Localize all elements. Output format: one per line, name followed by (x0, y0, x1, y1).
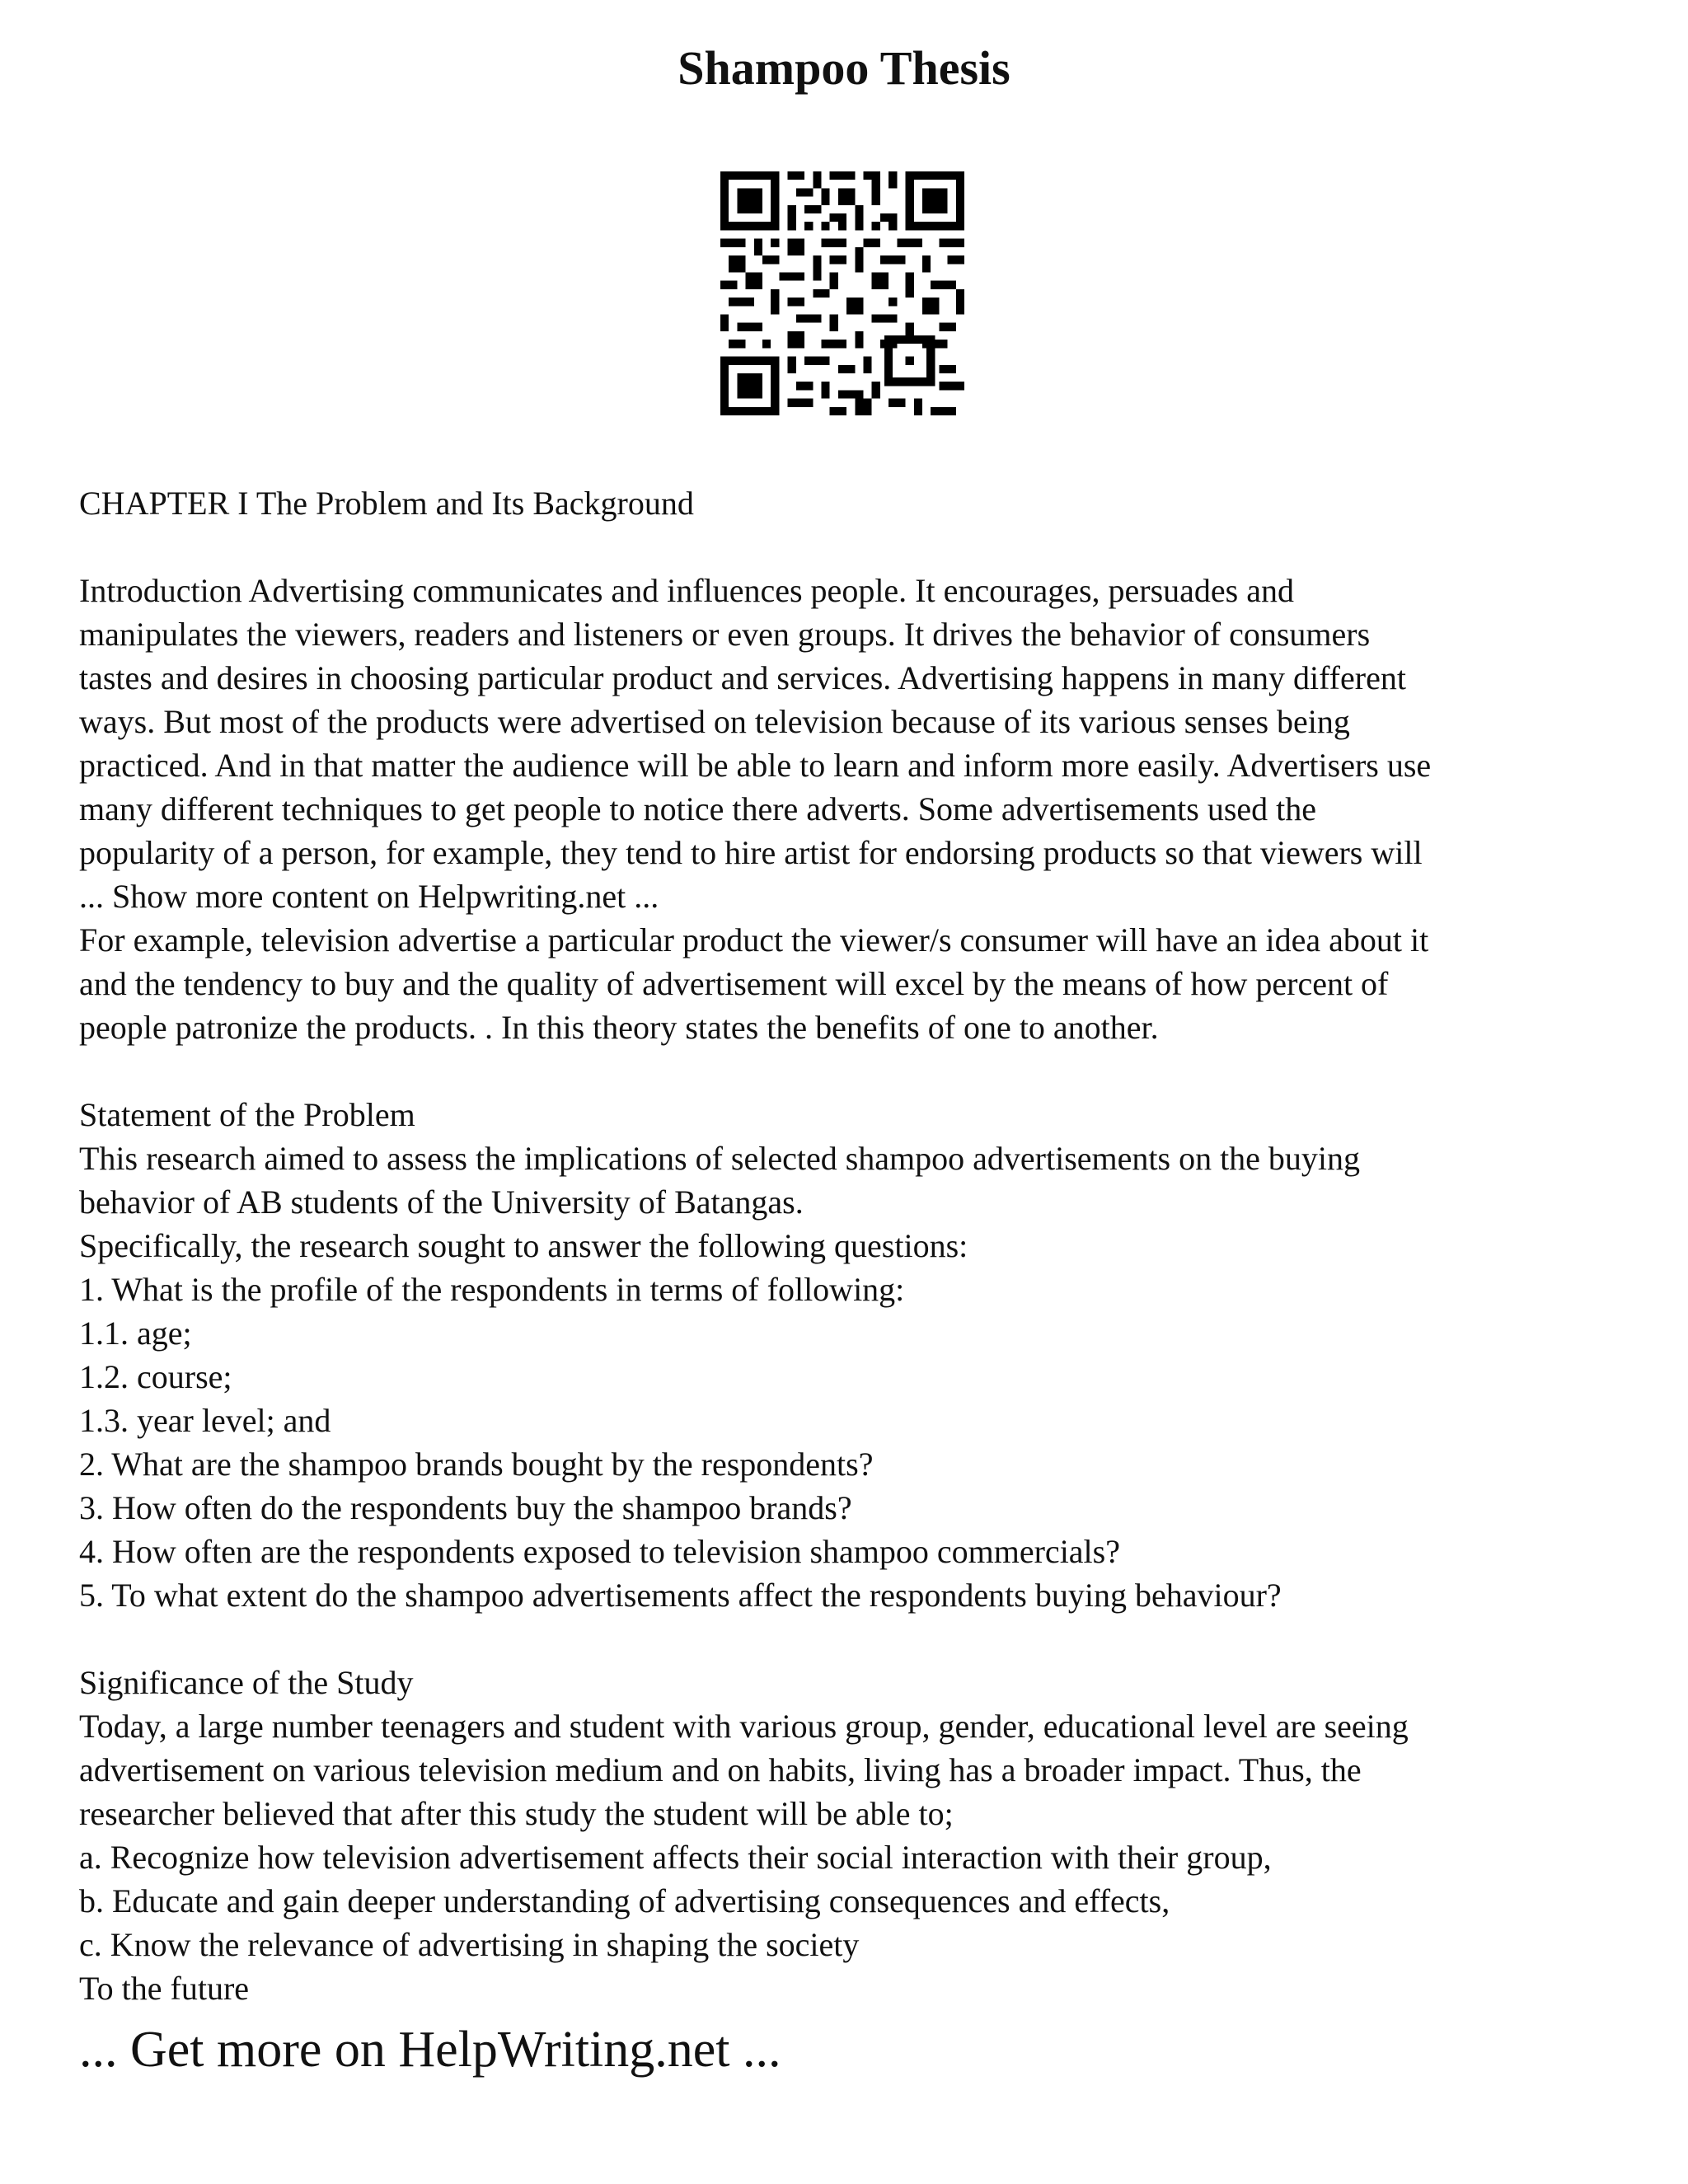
significance-line: researcher believed that after this study the student will be able to; (79, 1795, 954, 1832)
chapter-heading: CHAPTER I The Problem and Its Background (79, 485, 694, 522)
question-item: 1. What is the profile of the respondents in terms of following: (79, 1271, 905, 1308)
statement-line: Specifically, the research sought to answer the following questions: (79, 1227, 968, 1264)
statement-line: This research aimed to assess the implications of selected shampoo advertisements on the buying (79, 1140, 1361, 1177)
introduction-line: many different techniques to get people to notice there adverts. Some advertisements used the (79, 790, 1317, 827)
statement-section (79, 1093, 1629, 1617)
question-item: 1.2. course; (79, 1358, 232, 1395)
significance-item: b. Educate and gain deeper understanding of advertising consequences and effects, (79, 1882, 1170, 1919)
introduction-line: ways. But most of the products were advertised on television because of its various senses being (79, 703, 1350, 740)
question-item: 5. To what extent do the shampoo advertisements affect the respondents buying behaviour? (79, 1577, 1282, 1614)
significance-line: advertisement on various television medium and on habits, living has a broader impact. Thus, the (79, 1751, 1362, 1788)
significance-section (79, 1661, 1629, 2010)
significance-item: c. Know the relevance of advertising in shaping the society (79, 1926, 860, 1963)
introduction-line: people patronize the products. . In this theory states the benefits of one to another. (79, 1009, 1159, 1046)
introduction-line: For example, television advertise a particular product the viewer/s consumer will have an idea about it (79, 921, 1429, 958)
significance-line: To the future (79, 1970, 250, 2007)
significance-line: Today, a large number teenagers and student with various group, gender, educational level are seeing (79, 1708, 1409, 1745)
qr-code-icon (720, 171, 964, 415)
question-item: 2. What are the shampoo brands bought by the respondents? (79, 1446, 874, 1483)
question-item: 1.3. year level; and (79, 1402, 331, 1439)
question-item: 3. How often do the respondents buy the shampoo brands? (79, 1489, 852, 1526)
document-title: Shampoo Thesis (678, 41, 1010, 95)
introduction-line: tastes and desires in choosing particular product and services. Advertising happens in many different (79, 659, 1406, 696)
introduction-section (79, 569, 1629, 1049)
document-body (79, 481, 1629, 2010)
introduction-line: manipulates the viewers, readers and listeners or even groups. It drives the behavior of consumers (79, 616, 1371, 653)
question-item: 4. How often are the respondents exposed to television shampoo commercials? (79, 1533, 1120, 1570)
introduction-line: Introduction Advertising communicates and influences people. It encourages, persuades and (79, 572, 1294, 609)
statement-heading: Statement of the Problem (79, 1096, 415, 1133)
question-item: 1.1. age; (79, 1315, 192, 1352)
significance-heading: Significance of the Study (79, 1664, 414, 1701)
introduction-line: and the tendency to buy and the quality of advertisement will excel by the means of how percent of (79, 965, 1389, 1002)
significance-item: a. Recognize how television advertisement affects their social interaction with their group, (79, 1839, 1272, 1876)
introduction-line: popularity of a person, for example, they tend to hire artist for endorsing products so that viewers will (79, 834, 1423, 871)
statement-line: behavior of AB students of the University of Batangas. (79, 1183, 804, 1221)
introduction-line: practiced. And in that matter the audience will be able to learn and inform more easily. Advertisers use (79, 747, 1432, 784)
get-more-link[interactable]: ... Get more on HelpWriting.net ... (79, 2022, 781, 2078)
show-more-link[interactable]: ... Show more content on Helpwriting.net ... (79, 878, 659, 915)
